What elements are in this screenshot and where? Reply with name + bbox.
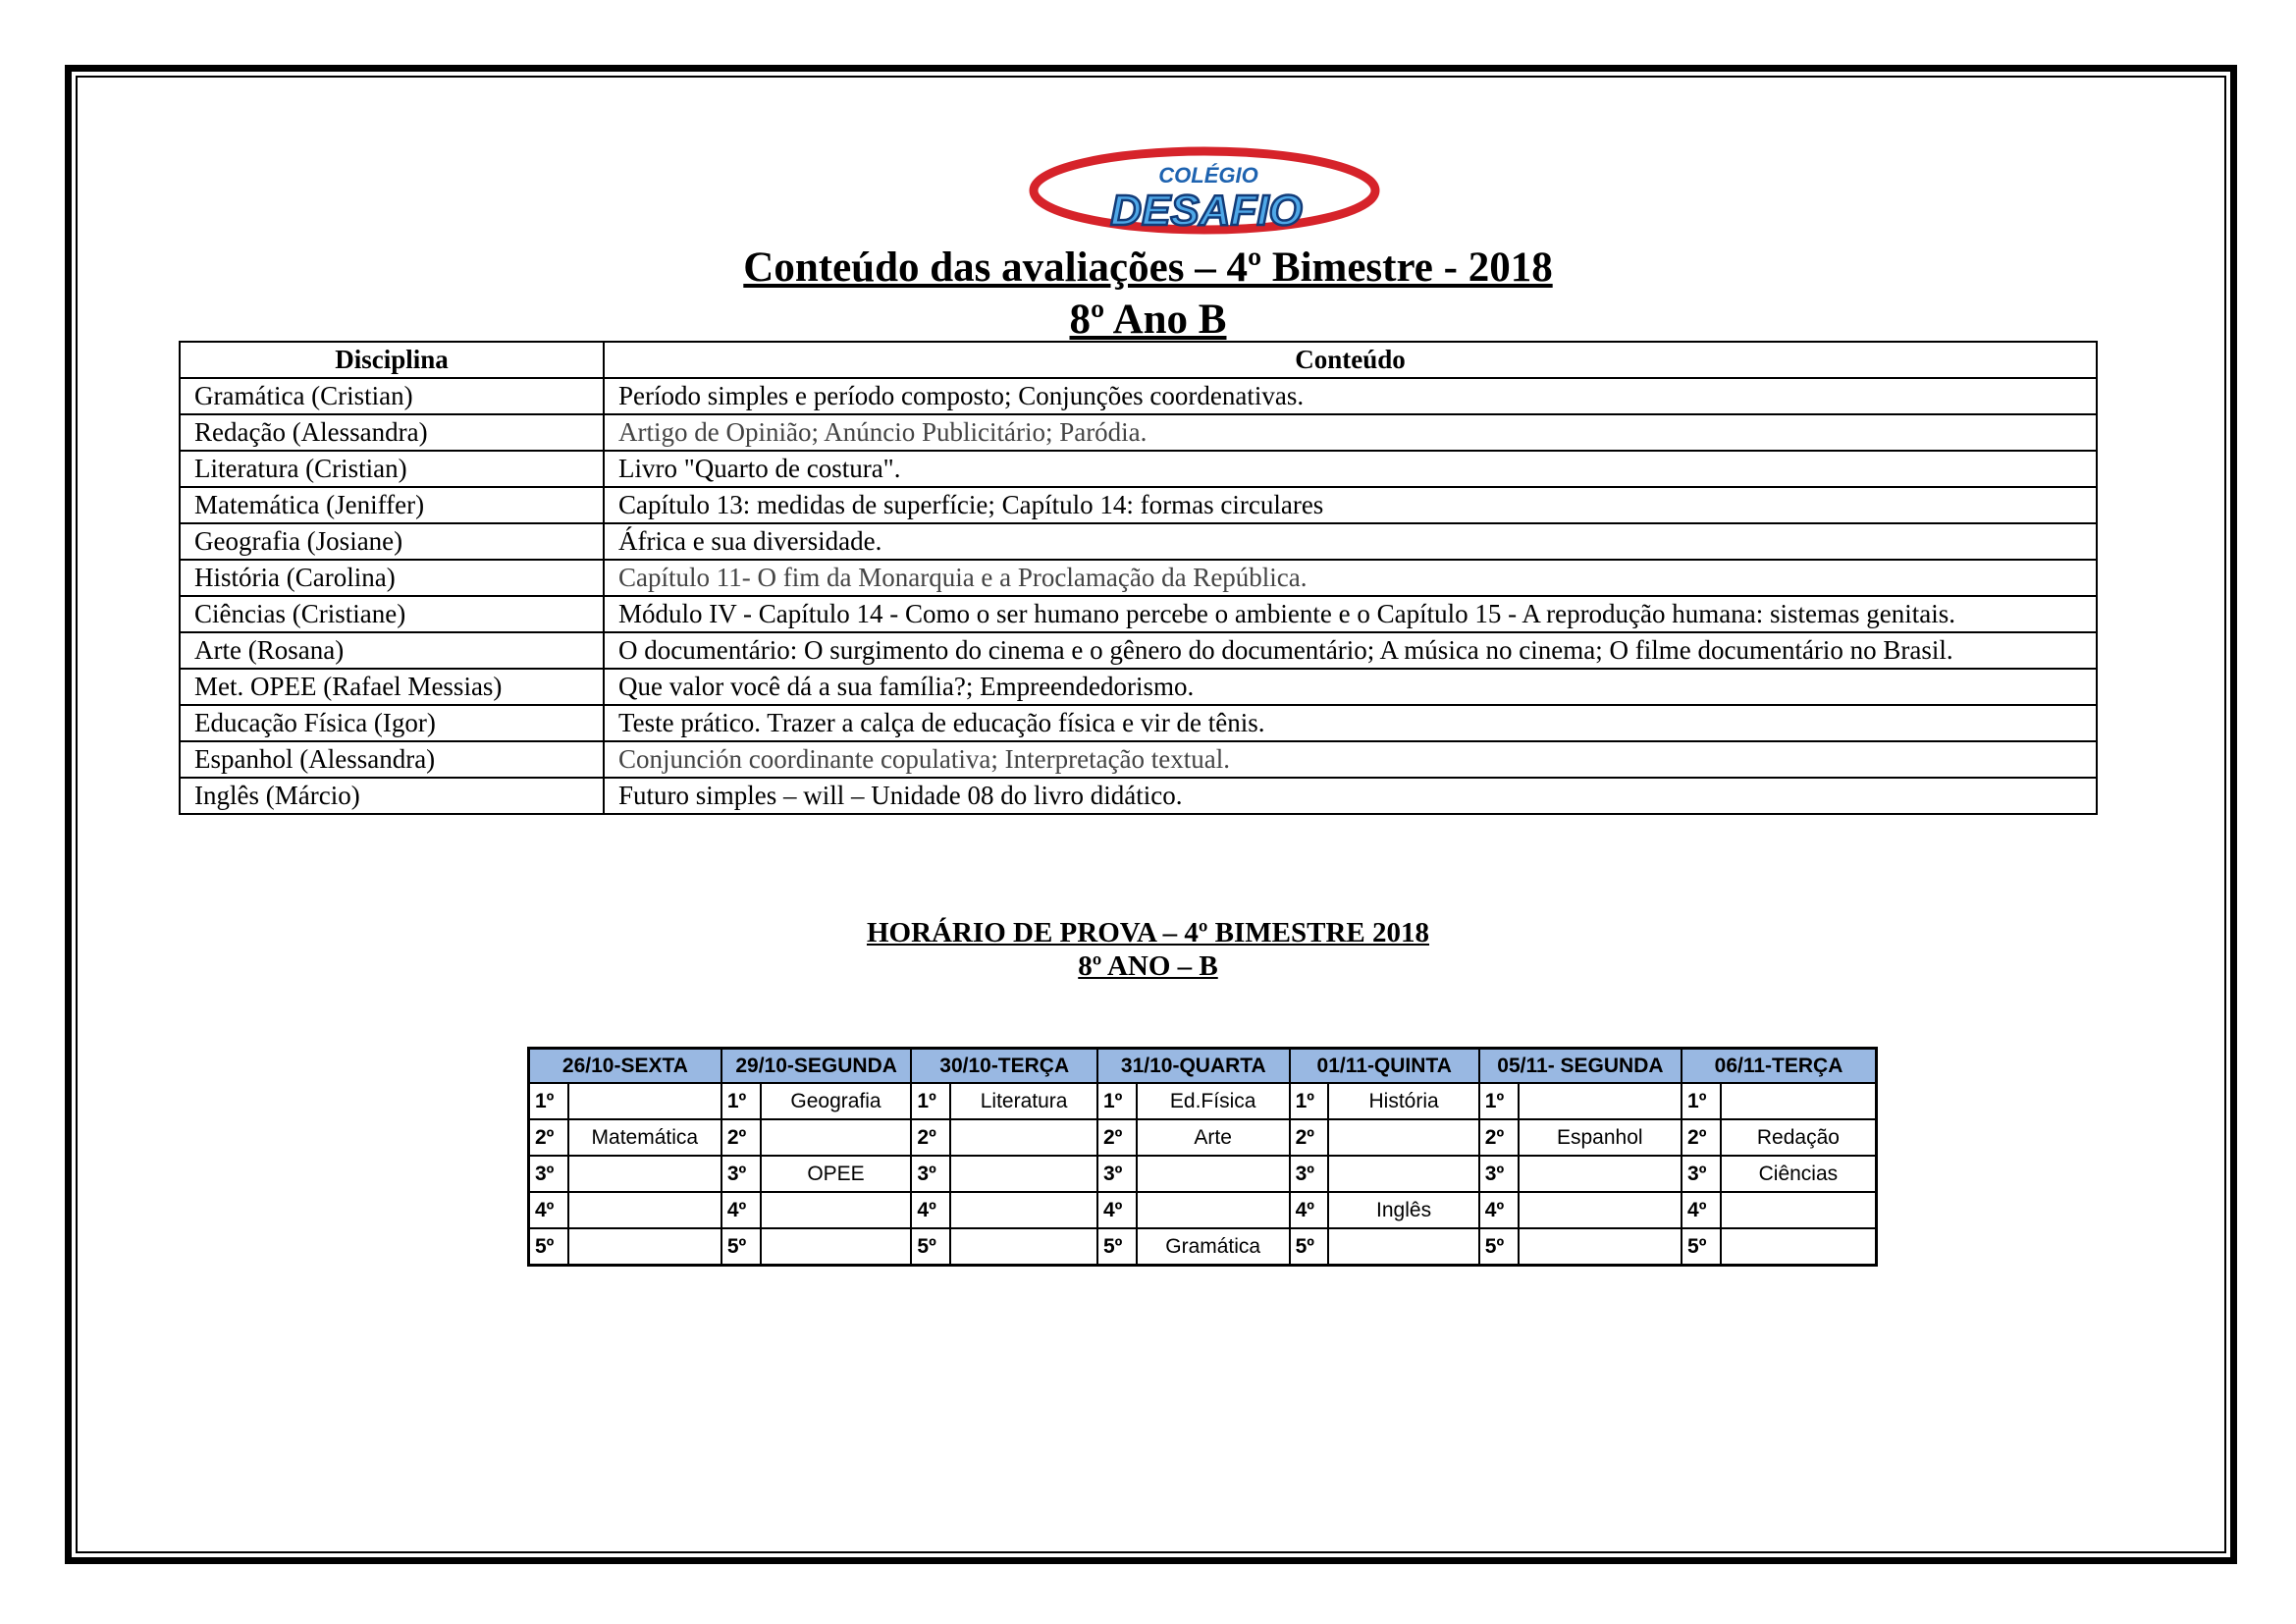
discipline-cell: Geografia (Josiane) [180, 523, 604, 560]
column-header-discipline: Disciplina [180, 342, 604, 378]
class-subtitle: 8º Ano B [1069, 297, 1227, 343]
period-number: 2º [1097, 1119, 1137, 1156]
discipline-cell: Literatura (Cristian) [180, 451, 604, 487]
exam-subject-cell [568, 1192, 721, 1228]
exam-subject-cell [761, 1119, 912, 1156]
discipline-cell: Espanhol (Alessandra) [180, 741, 604, 778]
exam-subject-cell [1328, 1228, 1478, 1266]
day-header: 29/10-SEGUNDA [721, 1049, 912, 1084]
schedule-title: HORÁRIO DE PROVA – 4º BIMESTRE 2018 [866, 917, 1429, 948]
period-number: 3º [529, 1156, 568, 1192]
discipline-cell: História (Carolina) [180, 560, 604, 596]
period-number: 3º [1097, 1156, 1137, 1192]
table-row [180, 669, 2097, 705]
exam-subject-cell [1721, 1192, 1877, 1228]
table-row [180, 451, 2097, 487]
table-row [180, 378, 2097, 414]
content-table-header [180, 342, 2097, 378]
content-cell: Que valor você dá a sua família?; Empreendedorismo. [604, 669, 2097, 705]
period-number: 5º [529, 1228, 568, 1266]
period-number: 1º [911, 1083, 950, 1119]
discipline-cell: Gramática (Cristian) [180, 378, 604, 414]
day-header: 31/10-QUARTA [1097, 1049, 1290, 1084]
schedule-row [529, 1228, 1877, 1266]
content-cell: Capítulo 11- O fim da Monarquia e a Proclamação da República. [604, 560, 2097, 596]
schedule-subtitle: 8º ANO – B [1078, 950, 1218, 982]
period-number: 3º [911, 1156, 950, 1192]
period-number: 4º [1682, 1192, 1721, 1228]
exam-subject-cell [1519, 1228, 1682, 1266]
exam-subject-cell: Gramática [1137, 1228, 1290, 1266]
period-number: 2º [1682, 1119, 1721, 1156]
period-number: 3º [1682, 1156, 1721, 1192]
discipline-cell: Met. OPEE (Rafael Messias) [180, 669, 604, 705]
content-cell: Teste prático. Trazer a calça de educação física e vir de tênis. [604, 705, 2097, 741]
period-number: 1º [1097, 1083, 1137, 1119]
schedule-row [529, 1119, 1877, 1156]
exam-subject-cell: OPEE [761, 1156, 912, 1192]
period-number: 4º [1479, 1192, 1519, 1228]
exam-subject-cell [568, 1083, 721, 1119]
period-number: 2º [529, 1119, 568, 1156]
period-number: 3º [1290, 1156, 1329, 1192]
exam-subject-cell [1519, 1192, 1682, 1228]
discipline-cell: Arte (Rosana) [180, 632, 604, 669]
table-row [180, 705, 2097, 741]
exam-subject-cell [1328, 1119, 1478, 1156]
content-table [179, 341, 2098, 815]
period-number: 1º [1479, 1083, 1519, 1119]
exam-subject-cell: Ciências [1721, 1156, 1877, 1192]
period-number: 4º [721, 1192, 761, 1228]
exam-subject-cell [1137, 1156, 1290, 1192]
period-number: 5º [1290, 1228, 1329, 1266]
table-row [180, 414, 2097, 451]
period-number: 5º [1479, 1228, 1519, 1266]
period-number: 5º [1097, 1228, 1137, 1266]
day-header: 26/10-SEXTA [529, 1049, 721, 1084]
content-cell: Futuro simples – will – Unidade 08 do livro didático. [604, 778, 2097, 814]
exam-subject-cell [1721, 1083, 1877, 1119]
schedule-row [529, 1192, 1877, 1228]
exam-subject-cell: História [1328, 1083, 1478, 1119]
table-row [180, 523, 2097, 560]
discipline-cell: Educação Física (Igor) [180, 705, 604, 741]
content-cell: Conjunción coordinante copulativa; Interpretação textual. [604, 741, 2097, 778]
exam-subject-cell: Literatura [950, 1083, 1097, 1119]
exam-subject-cell [1519, 1156, 1682, 1192]
period-number: 2º [911, 1119, 950, 1156]
content-cell: Período simples e período composto; Conjunções coordenativas. [604, 378, 2097, 414]
exam-subject-cell [568, 1156, 721, 1192]
period-number: 5º [721, 1228, 761, 1266]
discipline-cell: Ciências (Cristiane) [180, 596, 604, 632]
exam-subject-cell [1137, 1192, 1290, 1228]
exam-subject-cell [950, 1228, 1097, 1266]
column-header-content: Conteúdo [604, 342, 2097, 378]
schedule-row [529, 1156, 1877, 1192]
discipline-cell: Matemática (Jeniffer) [180, 487, 604, 523]
svg-text:DESAFIO: DESAFIO [1110, 187, 1303, 235]
content-cell: Livro "Quarto de costura". [604, 451, 2097, 487]
day-header: 05/11- SEGUNDA [1479, 1049, 1682, 1084]
exam-schedule-table [527, 1047, 1878, 1267]
day-header: 01/11-QUINTA [1290, 1049, 1479, 1084]
content-cell: Artigo de Opinião; Anúncio Publicitário; Paródia. [604, 414, 2097, 451]
period-number: 3º [1479, 1156, 1519, 1192]
exam-subject-cell [950, 1119, 1097, 1156]
page-title: Conteúdo das avaliações – 4º Bimestre - 2018 [743, 244, 1553, 291]
period-number: 1º [529, 1083, 568, 1119]
period-number: 2º [1290, 1119, 1329, 1156]
period-number: 4º [529, 1192, 568, 1228]
content-cell: Módulo IV - Capítulo 14 - Como o ser humano percebe o ambiente e o Capítulo 15 - A reprodução humana: sistemas genitais. [604, 596, 2097, 632]
period-number: 3º [721, 1156, 761, 1192]
day-header: 06/11-TERÇA [1682, 1049, 1876, 1084]
svg-text:COLÉGIO: COLÉGIO [1158, 163, 1258, 188]
period-number: 1º [1290, 1083, 1329, 1119]
day-header: 30/10-TERÇA [911, 1049, 1097, 1084]
table-row [180, 487, 2097, 523]
period-number: 4º [911, 1192, 950, 1228]
exam-subject-cell: Espanhol [1519, 1119, 1682, 1156]
exam-subject-cell: Redação [1721, 1119, 1877, 1156]
exam-subject-cell: Geografia [761, 1083, 912, 1119]
content-cell: África e sua diversidade. [604, 523, 2097, 560]
period-number: 4º [1097, 1192, 1137, 1228]
content-cell: O documentário: O surgimento do cinema e o gênero do documentário; A música no cinema; O filme documentário no Brasil. [604, 632, 2097, 669]
colegio-desafio-logo [1027, 139, 1382, 242]
table-row [180, 632, 2097, 669]
period-number: 2º [721, 1119, 761, 1156]
period-number: 1º [1682, 1083, 1721, 1119]
exam-subject-cell [1721, 1228, 1877, 1266]
exam-subject-cell [1328, 1156, 1478, 1192]
discipline-cell: Inglês (Márcio) [180, 778, 604, 814]
table-row [180, 741, 2097, 778]
exam-subject-cell: Arte [1137, 1119, 1290, 1156]
exam-subject-cell: Matemática [568, 1119, 721, 1156]
content-cell: Capítulo 13: medidas de superfície; Capítulo 14: formas circulares [604, 487, 2097, 523]
period-number: 5º [911, 1228, 950, 1266]
exam-subject-cell: Inglês [1328, 1192, 1478, 1228]
period-number: 5º [1682, 1228, 1721, 1266]
schedule-row [529, 1083, 1877, 1119]
exam-subject-cell [761, 1228, 912, 1266]
exam-subject-cell [568, 1228, 721, 1266]
exam-subject-cell [761, 1192, 912, 1228]
schedule-header-row [529, 1049, 1877, 1084]
period-number: 1º [721, 1083, 761, 1119]
exam-subject-cell [1519, 1083, 1682, 1119]
table-row [180, 596, 2097, 632]
period-number: 2º [1479, 1119, 1519, 1156]
exam-subject-cell [950, 1156, 1097, 1192]
period-number: 4º [1290, 1192, 1329, 1228]
table-row [180, 560, 2097, 596]
exam-subject-cell [950, 1192, 1097, 1228]
exam-subject-cell: Ed.Física [1137, 1083, 1290, 1119]
table-row [180, 778, 2097, 814]
discipline-cell: Redação (Alessandra) [180, 414, 604, 451]
